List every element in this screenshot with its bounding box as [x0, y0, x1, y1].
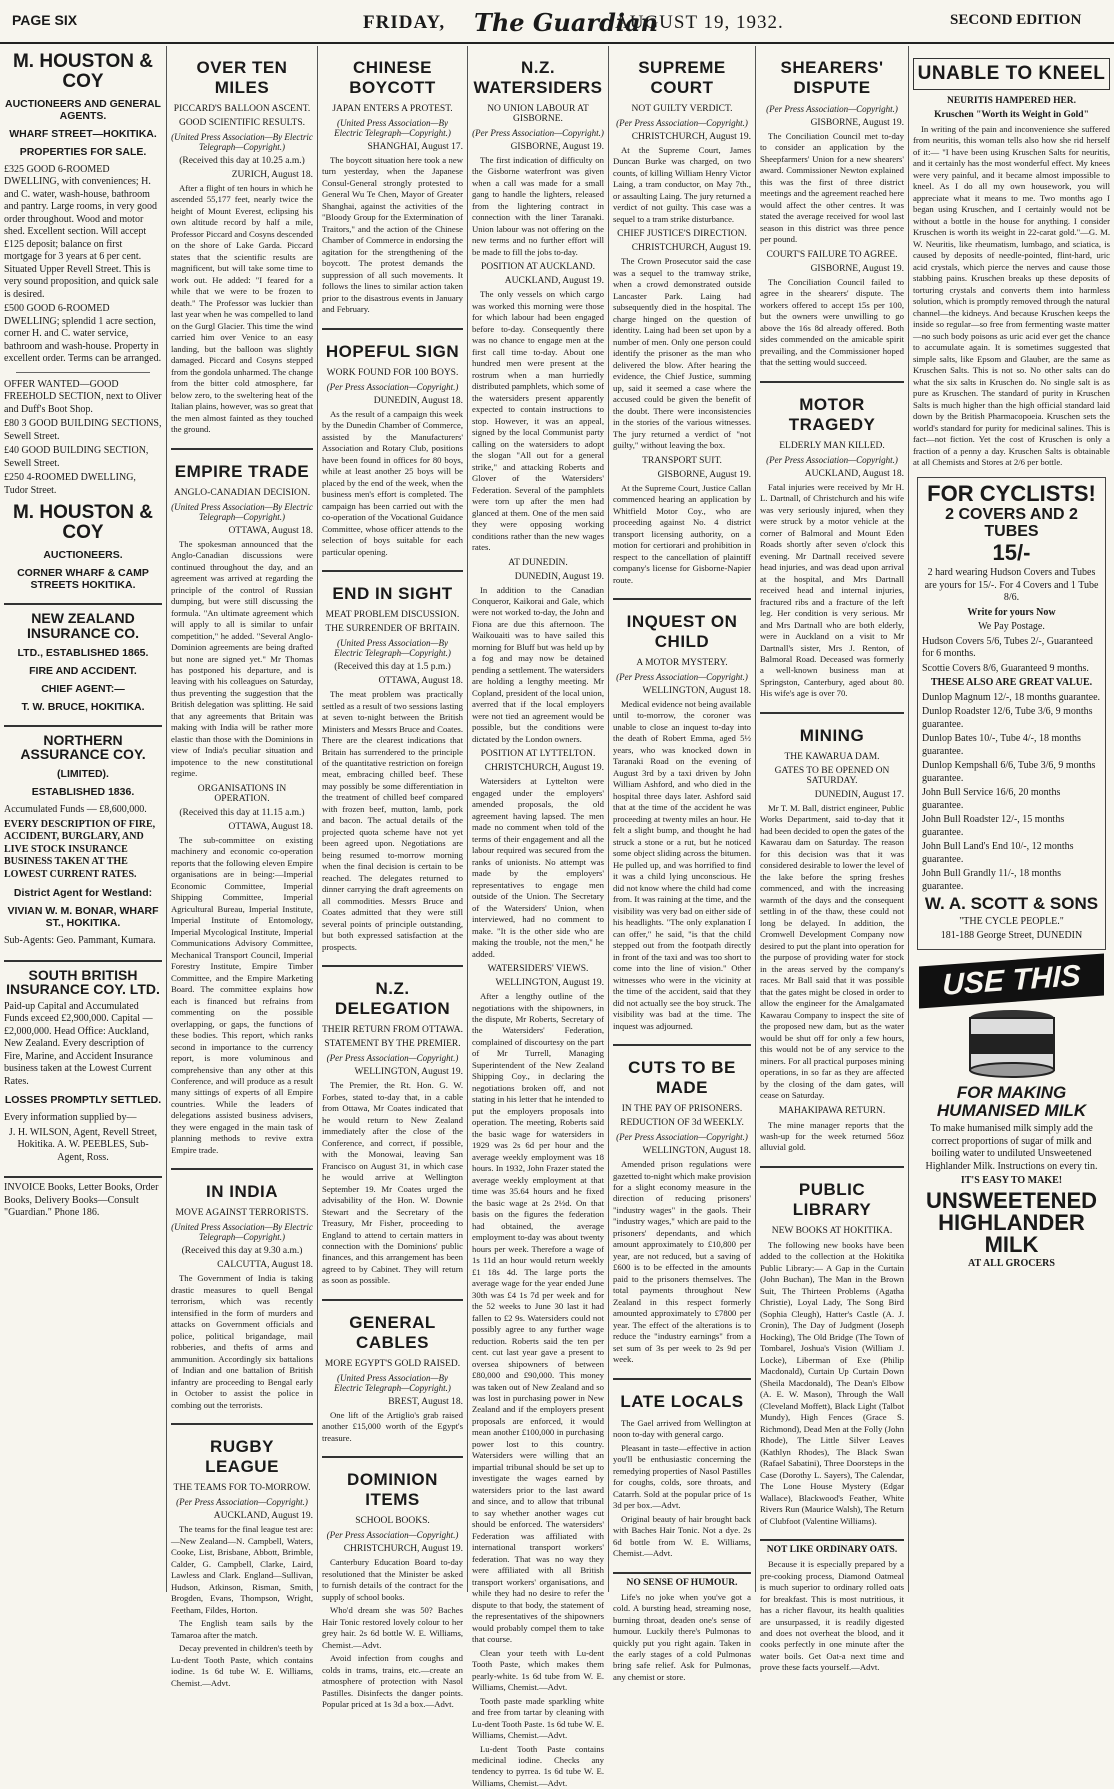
- dateline: DUNEDIN, August 17.: [814, 789, 904, 800]
- subhead: WORK FOUND FOR 100 BOYS.: [326, 367, 459, 378]
- tyre-listing: Hudson Covers 5/6, Tubes 2/-, Guaranteed for 6 months.: [922, 635, 1093, 660]
- ad-northern-funds: Accumulated Funds — £8,600,000.: [4, 804, 147, 815]
- ad-milk-brand: UNSWEETENED HIGHLANDER MILK: [925, 1187, 1098, 1257]
- article-body: In addition to the Canadian Conqueror, Kaikorai and Gale, which were not worked to-day, the John and Fiona are due this afternoon. The Waikouaiti was to have sailed this morning for Bluff but was held up by a fog and may now be detained pending a settlement. The watersiders are holding a lengthy meeting. Mr Copland, president of the local union, averred that if the local employers were not tied an agreement would be possible, but the conditions were dictated by the London owners.: [472, 584, 604, 744]
- dateline: AUCKLAND, August 19.: [213, 1511, 313, 1522]
- milk-tin-icon: [952, 1008, 1072, 1078]
- property-listing: £40 GOOD BUILDING SECTION, Sewell Street.: [4, 445, 149, 469]
- subhead: ORGANISATIONS IN OPERATION.: [197, 783, 287, 804]
- credit-line: (United Press Association—By Electric Telegraph—Copyright.): [171, 501, 313, 522]
- ad-south-british-agents: J. H. WILSON, Agent, Revell Street, Hokitika. A. W. PEEBLES, Sub-Agent, Ross.: [8, 1126, 158, 1163]
- subhead: SCHOOL BOOKS.: [355, 1516, 430, 1527]
- ad-milk-instructions: To make humanised milk simply add the correct proportions of sugar of milk and boiling water to undiluted Unsweetened Highlander Milk. Instructions on every tin.: [925, 1123, 1098, 1172]
- headline-nz-delegation: N.Z. DELEGATION: [334, 979, 451, 1019]
- credit-line: (Per Press Association—Copyright.): [766, 104, 898, 114]
- dateline: AUCKLAND, August 19.: [504, 276, 604, 287]
- advertisement-text: Pleasant in taste—effective in action you'll be enthusiastic concerning the remedying properties of Nasol Pastilles for coughs, colds, sore throats, and Catarrh. Sold at the popular price of 1s 3d per box.—Advt.: [613, 1442, 751, 1511]
- column-ads-right: [909, 46, 1114, 1592]
- headline-end-in-sight: END IN SIGHT: [332, 584, 453, 604]
- dateline: ZURICH, August 18.: [231, 170, 313, 180]
- subhead: THE TEAMS FOR TO-MORROW.: [173, 1483, 311, 1494]
- headline-general-cables: GENERAL CABLES: [349, 1312, 436, 1352]
- ad-houston-address-2: CORNER WHARF & CAMP STREETS HOKITIKA.: [17, 567, 149, 592]
- ad-properties-heading: PROPERTIES FOR SALE.: [19, 145, 147, 158]
- dateline: CALCUTTA, August 18.: [217, 1260, 313, 1271]
- masthead-title: The Guardian: [474, 8, 658, 37]
- tyre-listing: John Bull Land's End 10/-, 12 months guarantee.: [922, 841, 1074, 865]
- advertisement-text: Life's no joke when you've got a cold. A bursting head, streaming nose, burning throat, deaden one's sense of humour. Luckily there's Pulmonas to quickly put you right again. Taken in the early stages of a cold Pulmonas bring safe relief. Ask for Pulmonas, any chemist or store.: [613, 1591, 751, 1682]
- subhead: NEURITIS HAMPERED HER.: [946, 96, 1077, 106]
- credit-line: (Per Press Association—Copyright.): [616, 118, 748, 128]
- subhead: MOVE AGAINST TERRORISTS.: [175, 1208, 309, 1219]
- masthead-edition: SECOND EDITION: [950, 12, 1082, 28]
- dateline: CHRISTCHURCH, August 19.: [484, 763, 604, 774]
- ad-nz-insurance-bruce: T. W. BRUCE, HOKITIKA.: [21, 700, 145, 713]
- dateline: CHRISTCHURCH, August 19.: [343, 1544, 463, 1555]
- dateline: DUNEDIN, August 18.: [373, 395, 463, 406]
- ad-northern-assurance: NORTHERN ASSURANCE COY.: [20, 731, 146, 763]
- article-body: Mr T. M. Ball, district engineer, Public Works Department, said to-day that it had been decided to open the gates of the Kawarau dam on Saturday. The reason for this decision was that it was considered desirable to lower the level of the lake before the spring freshes commenced, and with the increasing warmth of the days and the consequent settling in of the thaw, these could not long be delayed. In addition, the Cromwell Development Company now desired to put the plant into operation for the purpose of providing water for stock in the areas served by the company's races. Mr Ball said that it was possible that the gates might be closed in order to allow the engineer for the Amalgamated Kawarau Company to inspect the site of the proposed new dam, but as the water would be shut off for only a few hours, this would not be of any service to the miners. For all practical purposes mining operations, in so far as they are affected by the closing of the dam gates, will cease on Saturday.: [760, 802, 904, 1101]
- dateline: WELLINGTON, August 19.: [495, 978, 604, 989]
- subhead: THEIR RETURN FROM OTTAWA.: [322, 1025, 463, 1036]
- subhead: GOOD SCIENTIFIC RESULTS.: [178, 118, 306, 128]
- ad-nz-insurance: NEW ZEALAND INSURANCE CO.: [26, 610, 139, 641]
- subhead: NEW BOOKS AT HOKITIKA.: [771, 1225, 893, 1236]
- subhead: AT DUNEDIN.: [508, 557, 568, 568]
- ad-northern-bonar: VIVIAN W. M. BONAR, WHARF ST., HOKITIKA.: [7, 905, 159, 929]
- ad-cyclists-postage: We Pay Postage.: [978, 621, 1045, 633]
- advertisement-text: Who'd dream she was 50? Baches Hair Tonic restored lovely colour to her grey hair. 2s 6d bottle W. E. Williams, Chemist.—Advt.: [322, 1605, 463, 1650]
- headline-over-ten-miles: OVER TEN MILES: [196, 58, 288, 97]
- credit-line: (Per Press Association—Copyright.): [176, 1497, 308, 1508]
- subhead: JAPAN ENTERS A PROTEST.: [332, 104, 453, 114]
- received-line: (Received this day at 9.30 a.m.): [181, 1246, 303, 1257]
- received-line: (Received this day at 11.15 a.m.): [179, 807, 305, 818]
- article-body: Medical evidence not being available until to-morrow, the coroner was unable to close an inquest to-day into the death of Robert Emma, aged 5½ years, who was knocked down in Taranaki Road on the evening of August 3rd by a taxi driven by John William Ashford, and who died in the hospital three days later. Ashford said that at the time of the accident he was proceeding at twenty miles an hour. He felt a slight bump, and thought he had struck a stone or a rut, but he noticed some object sliding across the bitumen. He pulled up, and was horrified to find it was a child lying unconscious. He did not know where the child had come from. It was raining at the time, and the visibility was very bad on either side of his headlights. "The only explanation I can offer," he said, "is that the child stepped out from the footpath directly in front of the taxi and was too short to come into the line of vision." Other witnesses who were in the vicinity at the time of the accident, said that they did not actually see the boy struck. The visibility was bad at the time. The inquest was adjourned.: [613, 698, 751, 1031]
- ad-cyclists-offer: 2 COVERS AND 2 TUBES: [945, 505, 1078, 541]
- ad-houston-sub-2: AUCTIONEERS.: [43, 549, 123, 562]
- page-number: PAGE SIX: [12, 12, 78, 28]
- tyre-listing: Dunlop Bates 10/-, Tube 4/-, 18 months guarantee.: [922, 733, 1081, 757]
- column-ads-left: [0, 46, 166, 1592]
- dateline: GISBORNE, August 19.: [510, 142, 604, 152]
- credit-line: (Per Press Association—Copyright.): [766, 454, 898, 465]
- ad-cyclists: [917, 477, 1106, 950]
- article-body: One lift of the Artiglio's grab raised another £15,000 worth of the Egypt's treasure.: [322, 1409, 463, 1443]
- headline-supreme-court: SUPREME COURT: [638, 58, 726, 97]
- subhead: REDUCTION OF 3d WEEKLY.: [620, 1118, 744, 1129]
- article-body: The boycott situation here took a new turn yesterday, when the Japanese Consul-General strongly protested to General Wu Te Chen, Mayor of Greater Shanghai, against the activities of the "Bloody Group for the Extermination of Traitors," and the action of the Chinese Chamber of Commerce in endorsing the agitation for the strengthening of the boycott. The protest demands the suppression of all such movements. It follows the lines to similar action taken prior to the disastrous events in January and February.: [322, 155, 463, 315]
- subhead: COURT'S FAILURE TO AGREE.: [766, 249, 898, 260]
- article-body: At the Supreme Court, Justice Callan commenced hearing an application by Whitfield Motor Coy., who are proceeding against No. 4 district transport licensing authority, on a motion for certiorari and prohibition in respect to the cancellation of plaintiff company's license for Gisborne-Napier route.: [613, 482, 751, 585]
- ad-nz-insurance-agent: CHIEF AGENT:—: [41, 682, 125, 695]
- article-body: After a lengthy outline of the negotiations with the shipowners, in the dispute, Mr Roberts, Secretary of the Watersiders' Federation, complained of discourtesy on the part of Mr Turrell, Managing Superintendent of the New Zealand Shipping Coy., in declaring the negotiations broken off, and not stating in his letter that he intended to put the employers proposals into operation. The meeting, Roberts said the basic wage for watersiders in 1929 was 2s 6d per hour and the average weekly employment was 18 hours. In 1932, John Frazer stated the average weekly employment at that time was 35.64 hours and he fixed the basic wage at 2s 2½d. On that basis on the figures the federation had obtained, the average employment to-day was about twenty hours per week. Therefore a wage of 1s 11d an hour would return weekly £1 18s 4d. The large ports the average wage for the year ended June 30th was £4 1s 7d per week and for the 52 weeks to June 30 last it had fallen to £2 9s. Watersiders could not possibly agree to any further wage reduction. Roberts said the ten per cent. cut last year gave a present to oversea shipowners of between £80,000 and £90,000. This money was taken out of New Zealand and so was lost in purchasing power in New Zealand and if the employers present proposals are enforced, it would mean another £100,000 in purchasing power lost to this country. Watersiders were willing that an impartial tribunal should be set up to investigate the wages earned by watersiders prior to the last award and since, and to allow that tribunal to say whether another wages cut should be enforced. The watersiders' Federation was affiliated with international transport workers' federation. That was no way they were affiliated with all British transport workers' organisations, and while they had no desire to refer the dispute to that body, the statement of the representatives of the shipowners would probably compel them to take that course.: [472, 991, 604, 1645]
- dateline: CHRISTCHURCH, August 19.: [631, 243, 751, 254]
- article-body: The only vessels on which cargo was worked this morning were those for which labour had been engaged before to-day. Consequently there was no chance to engage men at the first call time to-day. About one hundred men were present at the rostrum when a man hurriedly distributed pamphlets, which some of the watersiders present apparently expected to contain instructions to stop. However, it was an appeal, signed by the local Communist party calling on the watersiders to adopt the slogan "All out for a general strike," and attacking Roberts and Glover of the Watersiders' Federation. Several of the pamphlets were torn up after the men had glanced at them. One of the men said they were opposing working conditions rather than the new wages rates.: [472, 289, 604, 553]
- article-body: The teams for the final league test are:—New Zealand—N. Campbell, Waters, Cooke, List, Brisbane, Abbott, Brimble, Calder, G. Campbell, Clarke, Laird, Lawless and Clark. England—Sullivan, Hudson, Atkinson, Risman, Smith, Brogden, Evans, Thompson, Wright, Feetham, Fildes, Horton.: [171, 1524, 313, 1615]
- ad-highlander-milk: [919, 958, 1104, 1269]
- article-body: Watersiders at Lyttelton were engaged under the employers' amended proposals, the old agreement having lapsed. The men made no comment when told of the terms of their engagement and all the labour required was secured from the ranks of unionists. No attempt was made by the employers' representatives to engage men outside of the Union. The Secretary of the Watersiders' Union, when interviewed, had no comment to make. "It is the other side who are making the trouble, not the men," he added.: [472, 776, 604, 959]
- dateline: GISBORNE, August 19.: [810, 118, 904, 128]
- article-body: Amended prison regulations were gazetted to-night which make provision for a slight economy measure in the direction of reducing prisoners' "industry wages" in the gaols. Their "industry wages," which are paid to the prisoners' dependants, and which amount approximately to £10,800 per year, are not reduced, but a saving of £600 is to be effected in the amounts paid to the prisoners themselves. The total payments throughout New Zealand in this respect formerly amounted approximately to £7800 per year. The effect of the alterations is to reduce the "industry earnings" from a set sum of 3s per week to 2s 9d per week.: [613, 1159, 751, 1365]
- tyre-listing: John Bull Grandly 11/-, 18 months guarantee.: [922, 868, 1062, 892]
- column-2: [167, 46, 317, 1688]
- article-body: The Gael arrived from Wellington at noon to-day with general cargo.: [613, 1417, 751, 1440]
- subhead: NO SENSE OF HUMOUR.: [626, 1577, 738, 1588]
- ad-houston-address: WHARF STREET—HOKITIKA.: [9, 127, 157, 140]
- dateline: CHRISTCHURCH, August 19.: [631, 132, 751, 142]
- article-body: The meat problem was practically settled as a result of two sessions lasting at seven to-night between the British Ministers and Messrs Bruce and Coates. There are the clearest indications that Britain has surrendered to the principle of the quantitative restriction on foreign meat, embracing chilled beef. These may possibly be some differentiation in the treatment of chilled beef compared with frozen beef, mutton, lamb, pork and bacon. The actual details of the projected quota scheme have not yet been agreed upon. Negotiations are being resumed to-morrow morning when the final decision is certain to be reached. The delegates returned to dinner carrying the draft agreements on all commodities. Messrs Bruce and Coates admitted that they were still several points of principle outstanding, but both expressed satisfaction at the prospects.: [322, 689, 463, 952]
- subhead: POSITION AT AUCKLAND.: [480, 262, 596, 273]
- ad-nz-insurance-est: LTD., ESTABLISHED 1865.: [17, 646, 149, 659]
- ad-northern-subagents: Sub-Agents: Geo. Pammant, Kumara.: [4, 935, 156, 946]
- ad-milk-easy: IT'S EASY TO MAKE!: [960, 1175, 1063, 1187]
- dateline: GISBORNE, August 19.: [657, 469, 751, 480]
- tyre-listing: John Bull Roadster 12/-, 15 months guarantee.: [922, 814, 1065, 838]
- ad-south-british-info: Every information supplied by—: [4, 1112, 137, 1124]
- subhead: Kruschen "Worth its Weight in Gold": [934, 110, 1089, 120]
- subhead: TRANSPORT SUIT.: [642, 455, 722, 466]
- ad-invoice-books: INVOICE Books, Letter Books, Order Books, Delivery Books—Consult "Guardian." Phone 186.: [4, 1182, 159, 1219]
- credit-line: (Per Press Association—Copyright.): [472, 128, 604, 138]
- headline-nz-watersiders: N.Z. WATERSIDERS: [473, 58, 603, 97]
- article-body: The Conciliation Council met to-day to consider an application by the Sheepfarmers' Union for a new shearers' award. Commissioner Newton explained this was the first of three district meetings and the agreement reached here would affect the other centres. It was stated the average received for wool last season in this district was three pence per pound.: [760, 131, 904, 245]
- article-body: The Government of India is taking drastic measures to quell Bengal terrorism, which was recently intensified in the form of murders and attacks on Government officials and police, political brigandage, mail robberies, and thefts of arms and ammunition. Accordingly six battalions of Indian and one battalion of British infantry are proceeding to Bengal early in October to assist the police in combing out the terrorists.: [171, 1273, 313, 1410]
- article-body: The English team sails by the Tamaroa after the match.: [171, 1618, 313, 1640]
- credit-line: (United Press Association—By Electric Telegraph—Copyright.): [334, 1372, 451, 1393]
- subhead: MORE EGYPT'S GOLD RAISED.: [324, 1358, 461, 1369]
- advertisement-text: Avoid infection from coughs and colds in trams, trains, etc.—create an atmosphere of protection with Nasol Pastilles. Disinfects the danger points. Popular priced at 1s 3d a box.—Advt.: [322, 1653, 463, 1710]
- headline-inquest-on-child: INQUEST ON CHILD: [626, 611, 738, 651]
- advertisement-text: Decay prevented in children's teeth by Lu-dent Tooth Paste, which contains iodine. 1s 6d tube W. E. Williams, Chemist.—Advt.: [171, 1643, 313, 1688]
- ad-scott-name: W. A. SCOTT & SONS: [924, 894, 1099, 914]
- article-body: Canterbury Education Board to-day resolutioned that the Minister be asked to furnish details of the contract for the supply of school books.: [322, 1557, 463, 1602]
- ad-milk-grocers: AT ALL GROCERS: [968, 1257, 1055, 1269]
- advertisement-text: Because it is especially prepared by a pre-cooking process, Diamond Oatmeal is much superior to ordinary rolled oats for breakfast. This is most nutritious, it has a richer flavour, its health qualities are unsurpassed, it is readily digested and does not overheat the blood, and it cooks perfectly in one minute after the water boils. Get Oat-a next time and prove these facts yourself.—Advt.: [760, 1559, 904, 1673]
- headline-dominion-items: DOMINION ITEMS: [347, 1470, 438, 1510]
- article-body: The following new books have been added to the collection at the Hokitika Public Library:— A Gap in the Curtain (John Buchan), The Man in the Brown Suit, The Thirteen Problems (Agatha Christie), Loyal Lady, The Song Bird (Sophia Cleugh), Hatter's Castle (A. J. Cronin), The Day of Judgment (Joseph Hocking), The Old Bridge (The Town of Tombarel, Joshua's Vision (William J. Locke), Liberman of Exe (Philip Macdonald), Curtain Up Curtain Down (Sheila Macdonald), The Dean's Elbow (A. E. W. Mason), Through the Wall (Cleveland Moffett), Black Light (Talbot Mundy), High Fences (Grace S. Richmond), Dead Men at the Folly (John Rhode), The Little Silver Leaves (Kathlyn Rhodes), The Black Swan (Rafael Sabatini), Three Doorsteps in the Case (Dorothy L. Sayers), The Calendar, The Lone House Mystery (Edgar Wallace), Blackwood's Feather, White Rivers Run (Maurice Walsh), The Return of Clubfoot (Valentine Williams).: [760, 1239, 904, 1526]
- column-5: [609, 46, 755, 1682]
- tyre-listing: Dunlop Magnum 12/-, 18 months guarantee.: [922, 691, 1101, 703]
- ad-northern-description: EVERY DESCRIPTION OF FIRE, ACCIDENT, BURGLARY, AND LIVE STOCK INSURANCE BUSINESS TAKEN AT THE LOWEST CURRENT RATES.: [4, 818, 156, 880]
- article-body: As the result of a campaign this week by the Dunedin Chamber of Commerce, assisted by the Manufacturers' Association and Rotary Club, positions have been found in offices for 80 boys, while at least another 25 boys will be placed by the end of the week, when the business men's effort is completed. The campaign has been carried out with the co-operation of the Vocational Guidance Committee, whose officer attends to the selection of boys suitable for each particular opening.: [322, 408, 463, 557]
- headline-mining: MINING: [799, 725, 865, 745]
- dateline: OTTAWA, August 18.: [228, 821, 313, 832]
- article-body: At the Supreme Court, James Duncan Burke was charged, on two counts, of killing William Henry Victor Laing, a tram conductor, on May 7th., or assaulting Laing. The jury returned a verdict of not guilty. This case was a sequel to a tram strike disturbance.: [613, 145, 751, 224]
- masthead-day: FRIDAY,: [363, 12, 446, 33]
- tyre-listing: Scottie Covers 8/6, Guaranteed 9 months.: [922, 662, 1089, 674]
- credit-line: (United Press Association—By Electric Telegraph—Copyright.): [171, 1222, 313, 1243]
- ad-northern-limited: (LIMITED).: [57, 768, 109, 780]
- article-body: The Premier, the Rt. Hon. G. W. Forbes, stated to-day that, in a cable from Ottawa, Mr Coates indicated that he would return to New Zealand immediately after the close of the Conference, and correct, if possible, with the Monowai, leaving San Francisco on August 31, in which case he would arrive at Wellington September 19. Mr Coates urged the advisability of the Hon. W. Downie Stewart and the Secretary of the Treasury, Mr Fisher, proceeding to England to attend to certain matters in connection with the Dominions' public finances, and this arrangement has been agreed to by Cabinet. They will return as soon as possible.: [322, 1080, 463, 1286]
- dateline: GISBORNE, August 19.: [810, 263, 904, 274]
- ad-scott-tagline: "THE CYCLE PEOPLE.": [959, 915, 1064, 927]
- headline-hopeful-sign: HOPEFUL SIGN: [325, 341, 460, 361]
- ad-south-british: SOUTH BRITISH INSURANCE COY. LTD.: [6, 966, 160, 998]
- dateline: DUNEDIN, August 19.: [514, 571, 604, 582]
- advertisement-text: Clean your teeth with Lu-dent Tooth Paste, which makes them pearly-white. 1s 6d tube from W. E. Williams, Chemist.—Advt.: [472, 1647, 604, 1693]
- ad-northern-district: District Agent for Westland:: [13, 887, 153, 899]
- dateline: WELLINGTON, August 19.: [354, 1067, 463, 1078]
- ad-cyclists-write: Write for yours Now: [967, 606, 1056, 618]
- subhead: PICCARD'S BALLOON ASCENT.: [173, 104, 311, 114]
- subhead: THE KAWARUA DAM.: [784, 751, 880, 762]
- dateline: BREST, August 18.: [388, 1396, 463, 1407]
- column-4: [468, 46, 608, 1788]
- ad-milk-tagline: FOR MAKING HUMANISED MILK: [936, 1082, 1087, 1121]
- dateline: OTTAWA, August 18.: [228, 525, 313, 536]
- headline-late-locals: LATE LOCALS: [620, 1391, 744, 1411]
- tyre-listing: Dunlop Kempshall 6/6, Tube 3/6, 9 months guarantee.: [922, 760, 1096, 784]
- credit-line: (Per Press Association—Copyright.): [616, 671, 748, 682]
- ad-houston-sub: AUCTIONEERS AND GENERAL AGENTS.: [5, 97, 161, 122]
- ad-south-british-capital: Paid-up Capital and Accumulated Funds exceed £2,900,000. Capital — £2,000,000. Head Office: Auckland, New Zealand. Every description of Fire, Marine, and Accident Insurance business taken at the Lowest Current Rates.: [4, 1000, 153, 1087]
- subhead: POSITION AT LYTTELTON.: [480, 749, 596, 760]
- dateline: AUCKLAND, August 18.: [804, 468, 904, 479]
- subhead: GATES TO BE OPENED ON SATURDAY.: [774, 765, 890, 786]
- advertisement-text: Lu-dent Tooth Paste contains medicinal iodine. Checks any tendency to pyrrea. 1s 6d tube W. E. Williams, Chemist.—Advt.: [472, 1743, 604, 1788]
- headline-public-library: PUBLIC LIBRARY: [792, 1179, 872, 1219]
- headline-cuts-to-be-made: CUTS TO BE MADE: [628, 1058, 736, 1098]
- credit-line: (Per Press Association—Copyright.): [326, 381, 459, 392]
- headline-shearers-dispute: SHEARERS' DISPUTE: [780, 58, 884, 97]
- credit-line: (Per Press Association—Copyright.): [326, 1530, 459, 1541]
- subhead: NOT LIKE ORDINARY OATS.: [766, 1545, 898, 1556]
- headline-motor-tragedy: MOTOR TRAGEDY: [788, 394, 876, 434]
- column-6: [756, 46, 908, 1673]
- dateline: SHANGHAI, August 17.: [367, 142, 463, 152]
- subhead: IN THE PAY OF PRISONERS.: [621, 1104, 743, 1115]
- article-body: Fatal injuries were received by Mr H. L. Dartnall, of Christchurch and his wife was very seriously injured, when they were struck by a motor vehicle at the corner of Balmoral and Mount Eden Roads shortly after seven o'clock this evening. Mr Dartnall received severe head injuries, and was dead upon arrival at the hospital, and Mrs Dartnall received head and internal injuries, fractured ribs and a fracture of the left leg. Her condition is very serious. Mr and Mrs Dartnall who are both elderly, were in Auckland on a visit to Mr Dartnall's sister, Mrs J. Renton, of Balmoral Road. Deceased was formerly a well-known business man at Springston, Canterbury, aged about 80. His wife's age is over 70.: [760, 481, 904, 699]
- masthead-date: AUGUST 19, 1932.: [615, 12, 784, 33]
- tyre-listing: Dunlop Roadster 12/6, Tube 3/6, 9 months guarantee.: [922, 706, 1093, 730]
- article-body: The Conciliation Council failed to agree in the shearers' dispute. The workers offered to accept 15s per 100, but the owners were unwilling to go above the 16s 8d already offered. Both sides commended on the amicable spirit prevailing, and the Commissioner hoped that the setting would succeed.: [760, 276, 904, 368]
- advertisement-text: Tooth paste made sparkling white and free from tartar by cleaning with Lu-dent Tooth Paste. 1s 6d tube W. E. Williams, Chemist.—Advt.: [472, 1695, 604, 1741]
- article-body: The spokesman announced that the Anglo-Canadian discussions were continued throughout the day, and an agreement was arrived at regarding the principle of the control of Russian dumping, but were still discussing the formula. "An ultimate agreement which will apply to all is similar to unfair competition," he added. "Several Anglo-Dominion agreements are being drafted but none are signed yet." Mr Thomas has postponed his departure, and is leaving with his colleagues on Saturday, thus preventing the suggestion that the British delegation was splitting. He said that any agreements that Britain was making with India will be rather more elastic than those with the Dominions in view of India's peculiar situation and impotence to the new constitutional regime.: [171, 538, 313, 779]
- article-body: The first indication of difficulty on the Gisborne waterfront was given when a call was made for a small gang to handle the lighters, released from the lightering contract in connection with the liner Taranaki. Union labour was not offering on the new terms and no further effort will be made to fill the jobs to-day.: [472, 155, 604, 257]
- headline-in-india: IN INDIA: [206, 1182, 278, 1202]
- advertisement-text: In writing of the pain and inconvenience she suffered from neuritis, this woman tells also how she rid herself of it:— "I have been using Kruschen Salts for neuritis, and it certainly has the most wonderful effect. My knees were very painful, and it became almost impossible to kneel. As I do all my own housework, you will appreciate what it means to me. Two months ago I began using Kruschen, and I certainly would not be without a bottle in the house for anything. I consider Kruschen is worth its weight in 22-carat gold."—G. M. W. Neuritis, like rheumatism, lumbago, and sciatica, is caused by deposits of needle-pointed, flint-hard, uric acid crystals, which pierce the nerves and cause those stabbing pains. Kruschen breaks up these deposits of torturing crystals and converts them into harmless solution, which is promptly removed through the natural channel—the kidneys. And because Kruschen keeps the inside so regular—so free from fermenting waste matter—no such body poisons as uric acid ever get the chance to accumulate again. It is sometimes suggested that simple salts, like Epsom and Glauber, are the same as Kruschen Salts. This is not so. No other salts can do what the six salts in Kruschen do. No single salt is as pure as Kruschen. The standard of purity in Kruschen Salts is much higher than the high official standard laid down by the British Pharmacopoeia. Kruschen sets the world's standard for purity for medicinal salines. This is fact—not fiction. Yet the cost of Kruschen is only a fraction of a penny a day. Kruschen Salts is obtainable at all Chemists and Stores at 2/6 per bottle.: [913, 124, 1110, 468]
- received-line: (Received this day at 10.25 a.m.): [179, 156, 305, 166]
- credit-line: (United Press Association—By Electric Telegraph—Copyright.): [334, 118, 451, 138]
- dateline: WELLINGTON, August 18.: [642, 1146, 751, 1157]
- masthead: [0, 0, 1114, 44]
- subhead: ANGLO-CANADIAN DECISION.: [173, 487, 311, 498]
- column-3: [318, 46, 467, 1710]
- received-line: (Received this day at 1.5 p.m.): [334, 662, 451, 673]
- advertisement-text: Original beauty of hair brought back with Baches Hair Tonic. Not a dye. 2s 6d bottle from W. E. Williams, Chemist.—Advt.: [613, 1513, 751, 1559]
- ad-cyclists-price: 15/-: [992, 539, 1031, 565]
- subhead: NO UNION LABOUR AT GISBORNE.: [487, 104, 589, 124]
- subhead: MAHAKIPAWA RETURN.: [778, 1105, 886, 1116]
- dateline: OTTAWA, August 18.: [378, 676, 463, 687]
- headline-rugby-league: RUGBY LEAGUE: [205, 1437, 279, 1477]
- article-body: The Crown Prosecutor said the case was a sequel to the tramway strike, when a crowd demonstrated outside Lancaster Park. Laing had subsequently died in the hospital. The charge hinged on the question of identity. Laing had been set upon by a number of men. Only one person could identify the prisoner as the man who delivered the blow. After hearing the evidence, the Chief Justice, summing up, said it seemed a case where the accused could be given the benefit of the doubt. There were inconsistencies in the stories of the various witnesses. The jury returned a verdict of "not guilty," without leaving the box.: [613, 256, 751, 451]
- property-listing: OFFER WANTED—GOOD FREEHOLD SECTION, next to Oliver and Duff's Boot Shop.: [4, 378, 162, 415]
- ad-cyclists-title: FOR CYCLISTS!: [927, 480, 1096, 506]
- credit-line: (United Press Association—By Electric Telegraph—Copyright.): [171, 132, 313, 152]
- ad-houston-name: M. HOUSTON & COY: [12, 51, 154, 92]
- subhead: MEAT PROBLEM DISCUSSION.: [325, 610, 460, 621]
- subhead: ELDERLY MAN KILLED.: [779, 440, 885, 451]
- credit-line: (Per Press Association—Copyright.): [616, 1132, 748, 1143]
- credit-line: (United Press Association—By Electric Telegraph—Copyright.): [334, 638, 451, 659]
- headline-empire-trade: EMPIRE TRADE: [174, 461, 310, 481]
- subhead: STATEMENT BY THE PREMIER.: [324, 1039, 461, 1050]
- subhead: A MOTOR MYSTERY.: [636, 657, 728, 668]
- ad-milk-banner: USE THIS: [919, 953, 1104, 1008]
- ad-nz-insurance-fire: FIRE AND ACCIDENT.: [29, 664, 137, 677]
- headline-chinese-boycott: CHINESE BOYCOTT: [349, 58, 436, 97]
- property-listing: £80 3 GOOD BUILDING SECTIONS, Sewell Street.: [4, 418, 162, 442]
- dateline: WELLINGTON, August 18.: [642, 685, 751, 696]
- headline-unable-to-kneel: UNABLE TO KNEEL: [913, 58, 1110, 90]
- ad-scott-address: 181-188 George Street, DUNEDIN: [940, 930, 1083, 942]
- tyre-listing: John Bull Service 16/6, 20 months guarantee.: [922, 787, 1061, 811]
- article-body: The sub-committee on existing machinery and economic co-operation reports that the following eleven Empire organisations are in being:—Imperial Economic Committee, Imperial Shipping Committee, Imperial Agricultural Bureau, Imperial Institute, Imperial Institute of Entomology, Imperial Mycological Institute, Imperial Communications Advisory Committee, Mechanical Transport Council, Imperial Forestry Institute, Empire Timber Committee, and the Empire Marketing Board. The committee explains how each is financed but refrains from commenting on the possible overlapping, or gaps, the functions of these bodies. This report, which ranks second in importance to the currency report, is more voluminous and comprehensive than any other at this Conference, and will produce as a result many sittings of experts of all Empire countries. While the leaders of delegations assisted business advisers, they were engaged in the main task of planning methods to revive extra Empire trade.: [171, 834, 313, 1155]
- credit-line: (Per Press Association—Copyright.): [326, 1053, 459, 1064]
- ad-northern-est: ESTABLISHED 1836.: [31, 786, 135, 798]
- ad-houston-name-2: M. HOUSTON & COY: [12, 502, 154, 544]
- subhead: THE SURRENDER OF BRITAIN.: [325, 624, 460, 635]
- article-body: After a flight of ten hours in which he ascended 55,177 feet, nearly twice the height of Mount Everest, eclipsing his own altitude record by half a mile, Professor Piccard and Cosyns descended on the shore of Lake Garda. Piccard states that the scientific results are magnificent, but will take some time to work out. He added: "I feared for a while that we were to be frozen to death." The Professor was luckier than last year when he was compelled to land on the Gurgl Glacier. This time the wind carried him over Venice to an easy landing, but the balloon was slightly damaged. Piccard and Cosyns stepped from the gondola unharmed. The change from the bitter cold atmosphere, far below zero, to the sweltering heat of the Italian plains, however, was so great that the men almost fainted as they touched the ground.: [171, 183, 313, 435]
- property-listing: £250 4-ROOMED DWELLING, Tudor Street.: [4, 472, 136, 496]
- subhead: NOT GUILTY VERDICT.: [631, 104, 733, 114]
- article-body: The mine manager reports that the wash-up for the week returned 56oz alluvial gold.: [760, 1119, 904, 1153]
- property-listing: £325 GOOD 6-ROOMED DWELLING, with conveniences; H. and C. water, wash-house, bathroom and pantry. Large rooms, in very good order throughout. Wood and motor shed. Excellent section. Will accept £125 deposit; balance on first mortgage for 3 years at 6 per cent. Situated Upper Revell Street. This is very sound proposition, and quick sale is desired.: [4, 163, 159, 300]
- subhead: CHIEF JUSTICE'S DIRECTION.: [617, 229, 747, 240]
- ad-cyclists-desc: 2 hard wearing Hudson Covers and Tubes are yours for 15/-. For 4 Covers and 1 Tube 8/6.: [924, 567, 1099, 604]
- subhead: WATERSIDERS' VIEWS.: [487, 964, 589, 975]
- property-listing: £500 GOOD 6-ROOMED DWELLING; splendid 1 acre section, corner H. and C. water service, bathroom and wash-house. Property in excellent order. Terms can be arranged.: [4, 303, 162, 365]
- tyre-listing-heading: THESE ALSO ARE GREAT VALUE.: [930, 677, 1093, 689]
- ad-south-british-losses: LOSSES PROMPTLY SETTLED.: [4, 1094, 162, 1107]
